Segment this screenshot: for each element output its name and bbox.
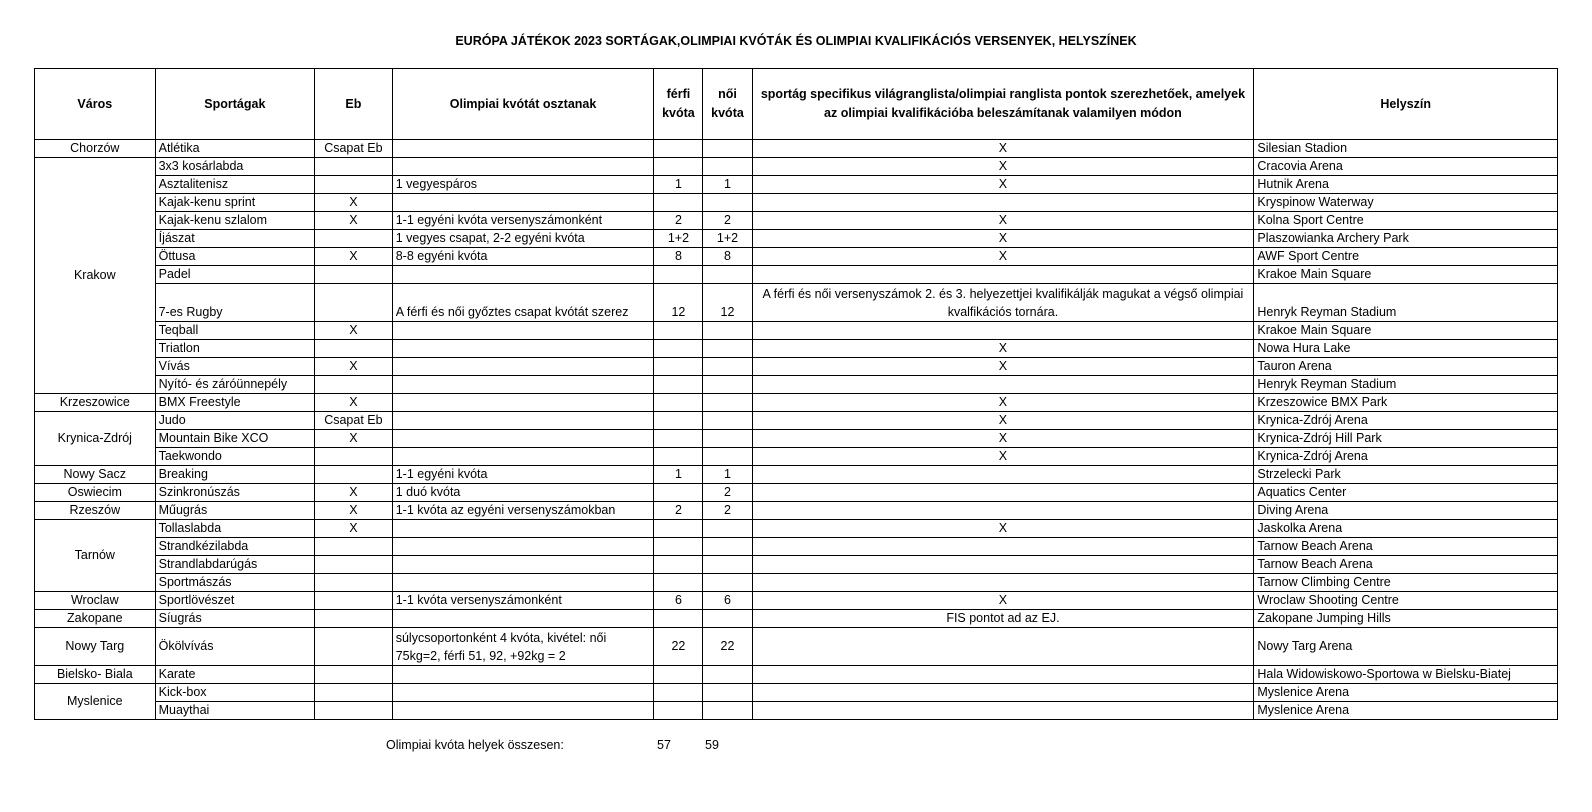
venue-cell: Krynica-Zdrój Arena	[1254, 412, 1558, 430]
eb-cell: X	[315, 502, 393, 520]
ranking-cell	[752, 538, 1254, 556]
sport-cell: Síugrás	[155, 610, 314, 628]
eb-cell	[315, 448, 393, 466]
quota-cell	[392, 448, 654, 466]
venue-cell: Tarnow Climbing Centre	[1254, 574, 1558, 592]
venue-cell: Aquatics Center	[1254, 484, 1558, 502]
sport-cell: Asztalitenisz	[155, 176, 314, 194]
eb-cell	[315, 666, 393, 684]
female-quota-cell	[703, 322, 752, 340]
table-row	[35, 176, 1558, 194]
quota-cell	[392, 322, 654, 340]
male-quota-cell: 2	[654, 212, 703, 230]
venue-cell: Hala Widowiskowo-Sportowa w Bielsku-Biatej	[1254, 666, 1558, 684]
eb-cell	[315, 158, 393, 176]
header-eb: Eb	[315, 69, 393, 140]
eb-cell	[315, 176, 393, 194]
quota-cell	[392, 520, 654, 538]
venue-cell: Jaskolka Arena	[1254, 520, 1558, 538]
ranking-cell	[752, 376, 1254, 394]
header-city: Város	[35, 69, 156, 140]
quota-cell	[392, 666, 654, 684]
ranking-cell	[752, 702, 1254, 720]
eb-cell	[315, 628, 393, 666]
male-quota-cell	[654, 702, 703, 720]
ranking-cell: X	[752, 430, 1254, 448]
table-row	[35, 340, 1558, 358]
sports-table	[34, 68, 1558, 720]
ranking-cell: X	[752, 158, 1254, 176]
eb-cell: X	[315, 212, 393, 230]
male-quota-cell	[654, 140, 703, 158]
female-quota-cell: 22	[703, 628, 752, 666]
city-cell: Rzeszów	[35, 502, 156, 520]
male-quota-cell	[654, 358, 703, 376]
table-row	[35, 376, 1558, 394]
venue-cell: Kryspinow Waterway	[1254, 194, 1558, 212]
eb-cell: X	[315, 248, 393, 266]
female-quota-cell	[703, 684, 752, 702]
venue-cell: Plaszowianka Archery Park	[1254, 230, 1558, 248]
sport-cell: Tollaslabda	[155, 520, 314, 538]
eb-cell	[315, 684, 393, 702]
female-quota-cell	[703, 610, 752, 628]
venue-cell: Kolna Sport Centre	[1254, 212, 1558, 230]
female-quota-cell	[703, 520, 752, 538]
eb-cell	[315, 702, 393, 720]
eb-cell	[315, 610, 393, 628]
sport-cell: Mountain Bike XCO	[155, 430, 314, 448]
male-quota-cell	[654, 412, 703, 430]
table-row	[35, 628, 1558, 666]
table-row	[35, 684, 1558, 702]
sport-cell: Muaythai	[155, 702, 314, 720]
ranking-cell: X	[752, 520, 1254, 538]
male-quota-cell	[654, 266, 703, 284]
venue-cell: Myslenice Arena	[1254, 702, 1558, 720]
quota-cell	[392, 702, 654, 720]
venue-cell: Tarnow Beach Arena	[1254, 556, 1558, 574]
male-quota-cell: 8	[654, 248, 703, 266]
ranking-cell: X	[752, 230, 1254, 248]
venue-cell: Wroclaw Shooting Centre	[1254, 592, 1558, 610]
venue-cell: Nowy Targ Arena	[1254, 628, 1558, 666]
city-cell: Krakow	[35, 158, 156, 394]
female-quota-cell	[703, 448, 752, 466]
eb-cell: Csapat Eb	[315, 140, 393, 158]
eb-cell: X	[315, 484, 393, 502]
quota-cell: 1 duó kvóta	[392, 484, 654, 502]
venue-cell: Tauron Arena	[1254, 358, 1558, 376]
quota-cell: 8-8 egyéni kvóta	[392, 248, 654, 266]
quota-cell	[392, 684, 654, 702]
quota-cell	[392, 194, 654, 212]
city-cell: Nowy Sacz	[35, 466, 156, 484]
quota-cell	[392, 538, 654, 556]
quota-cell: 1-1 kvóta versenyszámonként	[392, 592, 654, 610]
quota-cell	[392, 556, 654, 574]
header-row	[35, 69, 1558, 140]
eb-cell: X	[315, 194, 393, 212]
sport-cell: Teqball	[155, 322, 314, 340]
venue-cell: Diving Arena	[1254, 502, 1558, 520]
ranking-cell	[752, 194, 1254, 212]
table-row	[35, 412, 1558, 430]
eb-cell: X	[315, 394, 393, 412]
city-cell: Nowy Targ	[35, 628, 156, 666]
eb-cell	[315, 592, 393, 610]
table-row	[35, 520, 1558, 538]
eb-cell	[315, 376, 393, 394]
ranking-cell	[752, 322, 1254, 340]
quota-cell: A férfi és női győztes csapat kvótát szerez	[392, 284, 654, 322]
male-quota-cell	[654, 520, 703, 538]
eb-cell	[315, 538, 393, 556]
total-female-quota: 59	[705, 738, 719, 752]
venue-cell: Nowa Hura Lake	[1254, 340, 1558, 358]
table-row	[35, 212, 1558, 230]
female-quota-cell	[703, 538, 752, 556]
quota-cell: 1 vegyespáros	[392, 176, 654, 194]
ranking-cell: X	[752, 176, 1254, 194]
venue-cell: Krynica-Zdrój Hill Park	[1254, 430, 1558, 448]
table-row	[35, 538, 1558, 556]
header-female-quota: női kvóta	[703, 69, 752, 140]
ranking-cell	[752, 556, 1254, 574]
venue-cell: Cracovia Arena	[1254, 158, 1558, 176]
table-row	[35, 430, 1558, 448]
female-quota-cell	[703, 158, 752, 176]
female-quota-cell	[703, 358, 752, 376]
female-quota-cell	[703, 340, 752, 358]
eb-cell	[315, 340, 393, 358]
sport-cell: 7-es Rugby	[155, 284, 314, 322]
quota-cell	[392, 340, 654, 358]
city-cell: Myslenice	[35, 684, 156, 720]
table-row	[35, 266, 1558, 284]
ranking-cell: X	[752, 140, 1254, 158]
table-row	[35, 502, 1558, 520]
table-row	[35, 358, 1558, 376]
male-quota-cell	[654, 376, 703, 394]
sport-cell: Szinkronúszás	[155, 484, 314, 502]
quota-cell	[392, 376, 654, 394]
city-cell: Krynica-Zdrój	[35, 412, 156, 466]
female-quota-cell	[703, 412, 752, 430]
female-quota-cell: 6	[703, 592, 752, 610]
eb-cell: X	[315, 430, 393, 448]
male-quota-cell	[654, 158, 703, 176]
ranking-cell: X	[752, 592, 1254, 610]
table-row	[35, 394, 1558, 412]
eb-cell	[315, 466, 393, 484]
ranking-cell: X	[752, 212, 1254, 230]
ranking-cell	[752, 466, 1254, 484]
male-quota-cell	[654, 538, 703, 556]
male-quota-cell: 6	[654, 592, 703, 610]
table-row	[35, 230, 1558, 248]
venue-cell: Silesian Stadion	[1254, 140, 1558, 158]
female-quota-cell	[703, 194, 752, 212]
sport-cell: Kajak-kenu sprint	[155, 194, 314, 212]
male-quota-cell	[654, 430, 703, 448]
sport-cell: Ökölvívás	[155, 628, 314, 666]
city-cell: Bielsko- Biala	[35, 666, 156, 684]
ranking-cell: X	[752, 394, 1254, 412]
table-row	[35, 666, 1558, 684]
female-quota-cell	[703, 376, 752, 394]
venue-cell: AWF Sport Centre	[1254, 248, 1558, 266]
total-male-quota: 57	[657, 738, 671, 752]
city-cell: Zakopane	[35, 610, 156, 628]
venue-cell: Myslenice Arena	[1254, 684, 1558, 702]
table-row	[35, 284, 1558, 322]
ranking-cell	[752, 628, 1254, 666]
male-quota-cell: 2	[654, 502, 703, 520]
table-row	[35, 592, 1558, 610]
city-cell: Wroclaw	[35, 592, 156, 610]
venue-cell: Krakoe Main Square	[1254, 266, 1558, 284]
ranking-cell: A férfi és női versenyszámok 2. és 3. helyezettjei kvalifikálják magukat a végső olimpiai kvalfikációs tornára.	[752, 284, 1254, 322]
female-quota-cell: 1	[703, 176, 752, 194]
male-quota-cell	[654, 610, 703, 628]
sport-cell: Vívás	[155, 358, 314, 376]
sport-cell: 3x3 kosárlabda	[155, 158, 314, 176]
female-quota-cell: 2	[703, 212, 752, 230]
table-row	[35, 484, 1558, 502]
male-quota-cell	[654, 574, 703, 592]
male-quota-cell: 1	[654, 176, 703, 194]
male-quota-cell	[654, 684, 703, 702]
eb-cell	[315, 556, 393, 574]
eb-cell	[315, 574, 393, 592]
female-quota-cell: 1	[703, 466, 752, 484]
male-quota-cell	[654, 556, 703, 574]
quota-cell: 1-1 egyéni kvóta versenyszámonként	[392, 212, 654, 230]
quota-cell	[392, 430, 654, 448]
sport-cell: Padel	[155, 266, 314, 284]
table-row	[35, 158, 1558, 176]
male-quota-cell	[654, 394, 703, 412]
male-quota-cell: 1	[654, 466, 703, 484]
sport-cell: Műugrás	[155, 502, 314, 520]
female-quota-cell	[703, 266, 752, 284]
ranking-cell	[752, 502, 1254, 520]
sport-cell: BMX Freestyle	[155, 394, 314, 412]
sport-cell: Öttusa	[155, 248, 314, 266]
quota-cell: 1 vegyes csapat, 2-2 egyéni kvóta	[392, 230, 654, 248]
male-quota-cell	[654, 194, 703, 212]
ranking-cell: X	[752, 412, 1254, 430]
female-quota-cell	[703, 702, 752, 720]
female-quota-cell	[703, 556, 752, 574]
table-row	[35, 448, 1558, 466]
quota-cell	[392, 394, 654, 412]
table-row	[35, 610, 1558, 628]
city-cell: Chorzów	[35, 140, 156, 158]
ranking-cell	[752, 684, 1254, 702]
male-quota-cell: 1+2	[654, 230, 703, 248]
sport-cell: Kick-box	[155, 684, 314, 702]
venue-cell: Krakoe Main Square	[1254, 322, 1558, 340]
ranking-cell	[752, 266, 1254, 284]
female-quota-cell	[703, 574, 752, 592]
total-quota-label: Olimpiai kvóta helyek összesen:	[386, 738, 564, 752]
venue-cell: Henryk Reyman Stadium	[1254, 284, 1558, 322]
sport-cell: Strandkézilabda	[155, 538, 314, 556]
eb-cell: X	[315, 358, 393, 376]
quota-cell: súlycsoportonként 4 kvóta, kivétel: női 75kg=2, férfi 51, 92, +92kg = 2	[392, 628, 654, 666]
header-ranking: sportág specifikus világranglista/olimpiai ranglista pontok szerezhetőek, amelyek az olimpiai kvalifikációba beleszámítanak valamilyen módon	[752, 69, 1254, 140]
ranking-cell	[752, 666, 1254, 684]
eb-cell: X	[315, 520, 393, 538]
eb-cell: X	[315, 322, 393, 340]
quota-cell	[392, 158, 654, 176]
eb-cell: Csapat Eb	[315, 412, 393, 430]
male-quota-cell	[654, 666, 703, 684]
venue-cell: Krynica-Zdrój Arena	[1254, 448, 1558, 466]
sport-cell: Triatlon	[155, 340, 314, 358]
eb-cell	[315, 266, 393, 284]
table-row	[35, 574, 1558, 592]
ranking-cell	[752, 484, 1254, 502]
quota-cell	[392, 412, 654, 430]
female-quota-cell	[703, 394, 752, 412]
sport-cell: Breaking	[155, 466, 314, 484]
female-quota-cell: 2	[703, 484, 752, 502]
header-venue: Helyszín	[1254, 69, 1558, 140]
eb-cell	[315, 230, 393, 248]
male-quota-cell: 12	[654, 284, 703, 322]
ranking-cell: X	[752, 448, 1254, 466]
quota-cell	[392, 358, 654, 376]
male-quota-cell	[654, 448, 703, 466]
sport-cell: Taekwondo	[155, 448, 314, 466]
table-row	[35, 466, 1558, 484]
sport-cell: Atlétika	[155, 140, 314, 158]
sport-cell: Nyító- és záróünnepély	[155, 376, 314, 394]
table-row	[35, 556, 1558, 574]
sport-cell: Kajak-kenu szlalom	[155, 212, 314, 230]
quota-cell: 1-1 egyéni kvóta	[392, 466, 654, 484]
quota-cell	[392, 610, 654, 628]
sport-cell: Strandlabdarúgás	[155, 556, 314, 574]
sport-cell: Sportlövészet	[155, 592, 314, 610]
female-quota-cell	[703, 666, 752, 684]
female-quota-cell	[703, 430, 752, 448]
venue-cell: Krzeszowice BMX Park	[1254, 394, 1558, 412]
female-quota-cell: 2	[703, 502, 752, 520]
venue-cell: Henryk Reyman Stadium	[1254, 376, 1558, 394]
sport-cell: Judo	[155, 412, 314, 430]
table-row	[35, 248, 1558, 266]
male-quota-cell	[654, 484, 703, 502]
header-male-quota: férfi kvóta	[654, 69, 703, 140]
venue-cell: Strzelecki Park	[1254, 466, 1558, 484]
city-cell: Oswiecim	[35, 484, 156, 502]
eb-cell	[315, 284, 393, 322]
header-quota-awarded: Olimpiai kvótát osztanak	[392, 69, 654, 140]
sport-cell: Karate	[155, 666, 314, 684]
city-cell: Krzeszowice	[35, 394, 156, 412]
venue-cell: Hutnik Arena	[1254, 176, 1558, 194]
female-quota-cell: 12	[703, 284, 752, 322]
sport-cell: Íjászat	[155, 230, 314, 248]
ranking-cell: X	[752, 248, 1254, 266]
quota-cell: 1-1 kvóta az egyéni versenyszámokban	[392, 502, 654, 520]
venue-cell: Zakopane Jumping Hills	[1254, 610, 1558, 628]
table-row	[35, 194, 1558, 212]
male-quota-cell	[654, 340, 703, 358]
table-row	[35, 140, 1558, 158]
ranking-cell	[752, 574, 1254, 592]
table-row	[35, 702, 1558, 720]
sport-cell: Sportmászás	[155, 574, 314, 592]
male-quota-cell	[654, 322, 703, 340]
quota-cell	[392, 574, 654, 592]
male-quota-cell: 22	[654, 628, 703, 666]
city-cell: Tarnów	[35, 520, 156, 592]
female-quota-cell	[703, 140, 752, 158]
ranking-cell: FIS pontot ad az EJ.	[752, 610, 1254, 628]
page-title: EURÓPA JÁTÉKOK 2023 SORTÁGAK,OLIMPIAI KVÓTÁK ÉS OLIMPIAI KVALIFIKÁCIÓS VERSENYEK, HELYSZÍNEK	[455, 34, 1137, 48]
quota-cell	[392, 140, 654, 158]
female-quota-cell: 8	[703, 248, 752, 266]
venue-cell: Tarnow Beach Arena	[1254, 538, 1558, 556]
table-row	[35, 322, 1558, 340]
ranking-cell: X	[752, 358, 1254, 376]
female-quota-cell: 1+2	[703, 230, 752, 248]
quota-cell	[392, 266, 654, 284]
header-sport: Sportágak	[155, 69, 314, 140]
ranking-cell: X	[752, 340, 1254, 358]
